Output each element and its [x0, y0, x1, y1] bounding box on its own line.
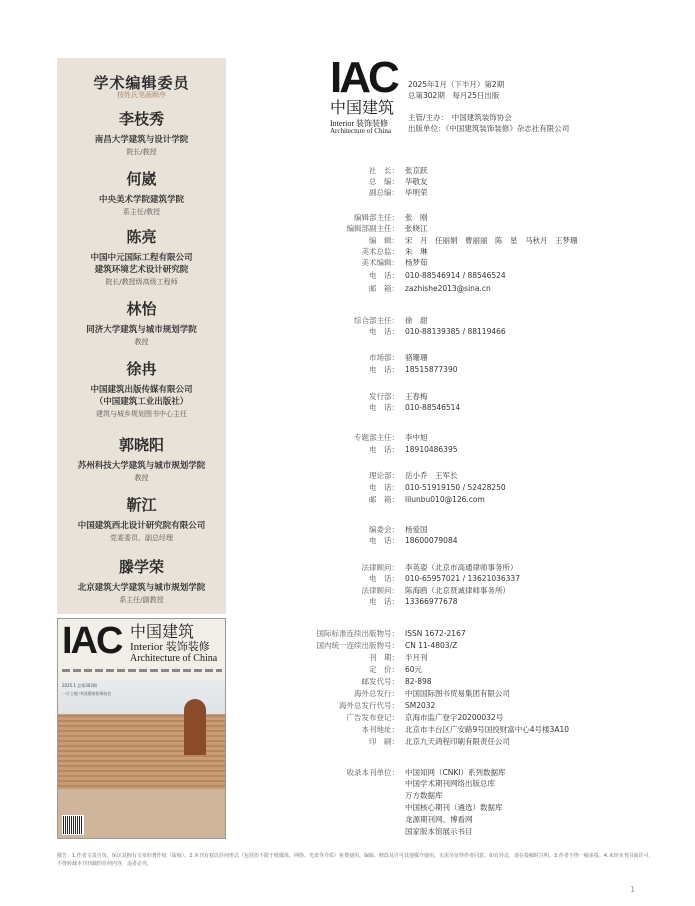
- staff-row: [300, 767, 660, 778]
- member-role: 院长/教授级高级工程师: [105, 278, 178, 286]
- member-role: 系主任/副教授: [119, 596, 164, 604]
- staff-value: 010-88546514: [405, 403, 461, 412]
- staff-label: 邮发代号：: [361, 677, 399, 686]
- staff-label: 电 话：: [369, 327, 399, 336]
- member-org: 南昌大学建筑与设计学院: [94, 135, 189, 145]
- staff-value: 北京市丰台区广安路9号国投财富中心4号楼3A10: [405, 725, 569, 734]
- member-role: 党委委员、副总经理: [110, 534, 173, 542]
- staff-label: 本刊地址：: [361, 725, 399, 734]
- staff-value: 宋 月 任丽娟 曹丽丽 陈 星 马秋月 王梦珊: [405, 236, 578, 245]
- staff-value: 张 刚: [405, 213, 428, 222]
- member-name: 靳江: [126, 496, 157, 514]
- staff-value: zazhishe2013@sina.cn: [405, 284, 491, 293]
- cover-barcode-icon: [62, 815, 84, 835]
- cover-line2: 一片土地 中国建筑装饰协会: [62, 691, 112, 696]
- cover-rust-tower: [184, 699, 206, 755]
- staff-label: 总 编：: [369, 177, 399, 186]
- staff-value: 朱 琳: [405, 247, 428, 256]
- member-org: 中国建筑出版传媒有限公司: [90, 385, 193, 395]
- staff-label: 市场部：: [369, 353, 399, 362]
- staff-value: 010-51919150 / 52428250: [405, 483, 506, 492]
- staff-row: [300, 391, 660, 402]
- board-member: [57, 300, 226, 348]
- masthead-title-cn: 中国建筑: [330, 98, 395, 117]
- staff-row: [300, 688, 660, 699]
- staff-label: 印 刷：: [369, 737, 399, 746]
- staff-label: 编 辑：: [369, 236, 399, 245]
- issue-publisher: 出版单位：《中国建筑装饰装修》杂志社有限公司: [408, 124, 570, 133]
- board-member: [57, 360, 226, 420]
- staff-label: 电 话：: [369, 271, 399, 280]
- staff-label: 美术总监：: [361, 247, 399, 256]
- staff-value: 82-898: [405, 677, 432, 686]
- staff-value: 龙源期刊网、博看网: [405, 815, 473, 824]
- staff-row: [300, 176, 660, 187]
- staff-label: 法律顾问：: [361, 586, 399, 595]
- staff-label: 社 长：: [369, 166, 399, 175]
- member-role: 建筑与城乡规划图书中心主任: [96, 410, 187, 418]
- staff-value: 张晓江: [405, 224, 428, 233]
- staff-value: 王春梅: [405, 392, 428, 401]
- staff-row: [300, 212, 660, 223]
- staff-row: [300, 585, 660, 596]
- staff-label: 海外总发行：: [354, 689, 399, 698]
- cover-title-en2: Architecture of China: [130, 653, 218, 664]
- staff-label: 邮 箱：: [369, 495, 399, 504]
- member-name: 郭晓阳: [118, 436, 164, 454]
- staff-value: 徐 甜: [405, 316, 428, 325]
- staff-row: [300, 640, 660, 651]
- staff-label: 海外总发行代号：: [339, 701, 399, 710]
- member-org: 同济大学建筑与城市规划学院: [86, 325, 197, 335]
- staff-row: [300, 535, 660, 546]
- staff-value: CN 11-4803/Z: [405, 641, 458, 650]
- staff-row: [300, 165, 660, 176]
- staff-value: 杨梦茹: [405, 258, 428, 267]
- footnote: 敬告：1.作者文责自负，保证其拥有文章的著作权（版权）。2.本刊有权以任何形式（包括但不限于纸媒体、网络、光盘等介质）免费使用、编辑、修改及许可其他媒介使用，无需另征得作者同意。如有异议，请在投稿时注明。3.作者不得一稿多投。4.未经本刊书面许可，不得转载本刊刊载的任何内容，违者必究。: [57, 853, 654, 867]
- staff-value: lilunbu010@126.com: [405, 495, 485, 504]
- member-role: 系主任/教授: [122, 208, 161, 216]
- cover-issue-strip: [62, 669, 222, 672]
- member-org: 中央美术学院建筑学院: [98, 195, 184, 205]
- staff-label: 电 话：: [369, 365, 399, 374]
- staff-row: [300, 736, 660, 747]
- issue-sponsor: 主管/主办： 中国建筑装饰协会: [408, 113, 512, 122]
- board-member: [57, 110, 226, 158]
- staff-label: 法律顾问：: [361, 563, 399, 572]
- staff-row: [300, 712, 660, 723]
- staff-value: 中国核心期刊（遴选）数据库: [405, 803, 503, 812]
- staff-row: [300, 315, 660, 326]
- member-name: 滕学荣: [118, 558, 164, 576]
- staff-row: [300, 187, 660, 198]
- staff-value: 岳小乔 王军长: [405, 471, 458, 480]
- member-name: 徐冉: [126, 360, 157, 378]
- staff-value: 60元: [405, 665, 423, 674]
- staff-label: 广告发布登记：: [346, 713, 399, 722]
- staff-value: 13366977678: [405, 597, 458, 606]
- staff-row: [300, 652, 660, 663]
- staff-value: 中国学术期刊网络出版总库: [405, 779, 495, 788]
- staff-value: 中国国际图书贸易集团有限公司: [405, 689, 510, 698]
- member-org: 中国建筑西北设计研究院有限公司: [77, 521, 206, 531]
- cover-masthead: [58, 619, 226, 679]
- staff-label: 收录本刊单位：: [346, 768, 399, 777]
- member-role: 教授: [134, 338, 149, 346]
- staff-label: 国内统一连续出版物号：: [316, 641, 399, 650]
- staff-label: 国际标准连续出版物号：: [316, 629, 399, 638]
- editorial-board-panel: [57, 58, 226, 614]
- staff-label: 邮 箱：: [369, 284, 399, 293]
- staff-row: [300, 270, 660, 281]
- staff-label: 电 话：: [369, 445, 399, 454]
- masthead-title-en2: Architecture of China: [330, 127, 392, 135]
- board-member: [57, 436, 226, 484]
- staff-value: 010-65957021 / 13621036337: [405, 574, 520, 583]
- staff-value: 北京九天鸿程印刷有限责任公司: [405, 737, 510, 746]
- staff-label: 电 话：: [369, 403, 399, 412]
- member-role: 教授: [134, 474, 149, 482]
- staff-row: [300, 326, 660, 337]
- staff-row: [300, 402, 660, 413]
- staff-row: [300, 573, 660, 584]
- staff-value: 18515877390: [405, 365, 458, 374]
- staff-row: [300, 257, 660, 268]
- staff-value: 半月刊: [405, 653, 428, 662]
- staff-value: 国家版本馆展示书目: [405, 827, 473, 836]
- staff-value: 杨爱国: [405, 525, 428, 534]
- member-org: 建筑环境艺术设计研究院: [94, 265, 189, 275]
- board-member: [57, 170, 226, 218]
- staff-label: 电 话：: [369, 536, 399, 545]
- staff-value: 中国知网（CNKI）系列数据库: [405, 768, 506, 777]
- staff-row: [300, 432, 660, 443]
- member-org: （中国建筑工业出版社）: [94, 397, 189, 407]
- staff-row: [300, 778, 660, 789]
- staff-row: [300, 223, 660, 234]
- staff-value: 华敬友: [405, 177, 428, 186]
- masthead-title-en1: Interior 装饰装修: [330, 119, 388, 128]
- member-role: 院长/教授: [126, 148, 157, 156]
- staff-row: [300, 628, 660, 639]
- member-name: 林怡: [126, 300, 157, 318]
- staff-row: [300, 444, 660, 455]
- staff-label: 副总编：: [369, 188, 399, 197]
- staff-label: 美术编辑：: [361, 258, 399, 267]
- staff-label: 电 话：: [369, 597, 399, 606]
- issue-number: 总第302期 每月25日出版: [408, 91, 500, 100]
- masthead-logo: IAC: [330, 53, 397, 102]
- member-name: 陈亮: [126, 228, 157, 246]
- board-title: 学术编辑委员: [93, 74, 190, 92]
- board-member: [57, 558, 226, 606]
- staff-value: 陈海鸥（北京贤诚律师事务所）: [405, 586, 510, 595]
- staff-label: 编辑部主任：: [354, 213, 399, 222]
- member-name: 李枝秀: [118, 110, 164, 128]
- staff-value: 李中旭: [405, 433, 428, 442]
- member-org: 中国中元国际工程有限公司: [90, 253, 193, 263]
- magazine-cover: [57, 618, 226, 839]
- cover-line1: 2025.1 总第302期: [62, 683, 97, 688]
- staff-label: 专题部主任：: [354, 433, 399, 442]
- staff-label: 发行部：: [369, 392, 399, 401]
- staff-row: [300, 352, 660, 363]
- staff-label: 定 价：: [369, 665, 399, 674]
- staff-row: [300, 814, 660, 825]
- staff-value: 李英姿（北京市高通律师事务所）: [405, 563, 518, 572]
- staff-value: 张京跃: [405, 166, 428, 175]
- staff-value: 18910486395: [405, 445, 458, 454]
- cover-title-en1: Interior 装饰装修: [130, 641, 210, 653]
- staff-row: [300, 364, 660, 375]
- staff-row: [300, 283, 660, 294]
- board-member: [57, 496, 226, 544]
- staff-row: [300, 562, 660, 573]
- member-org: 苏州科技大学建筑与城市规划学院: [77, 461, 206, 471]
- staff-label: 编辑部副主任：: [346, 224, 399, 233]
- staff-row: [300, 246, 660, 257]
- staff-row: [300, 494, 660, 505]
- staff-value: SM2032: [405, 701, 436, 710]
- staff-value: 万方数据库: [405, 791, 443, 800]
- page-number: 1: [630, 885, 636, 894]
- staff-row: [300, 724, 660, 735]
- staff-label: 编委会：: [369, 525, 399, 534]
- staff-value: 骆珊珊: [405, 353, 428, 362]
- board-member: [57, 228, 226, 288]
- staff-row: [300, 235, 660, 246]
- staff-value: 毕明荣: [405, 188, 428, 197]
- staff-label: 综合部主任：: [354, 316, 399, 325]
- staff-value: 18600079084: [405, 536, 458, 545]
- cover-logo: IAC: [62, 620, 122, 662]
- cover-title-cn: 中国建筑: [130, 622, 195, 641]
- staff-row: [300, 826, 660, 837]
- staff-row: [300, 482, 660, 493]
- staff-label: 理论部：: [369, 471, 399, 480]
- staff-value: 010-88546914 / 88546524: [405, 271, 506, 280]
- staff-row: [300, 790, 660, 801]
- staff-row: [300, 524, 660, 535]
- staff-row: [300, 700, 660, 711]
- staff-row: [300, 802, 660, 813]
- staff-row: [300, 470, 660, 481]
- member-org: 北京建筑大学建筑与城市规划学院: [77, 583, 206, 593]
- staff-value: ISSN 1672-2167: [405, 629, 466, 638]
- staff-label: 电 话：: [369, 574, 399, 583]
- staff-value: 010-88139385 / 88119466: [405, 327, 506, 336]
- staff-row: [300, 596, 660, 607]
- staff-value: 京海市监广登字20200032号: [405, 713, 504, 722]
- member-name: 何崴: [126, 170, 157, 188]
- staff-label: 电 话：: [369, 483, 399, 492]
- staff-label: 刊 期：: [369, 653, 399, 662]
- staff-row: [300, 676, 660, 687]
- issue-date: 2025年1月（下半月）第2期: [408, 80, 505, 89]
- staff-row: [300, 664, 660, 675]
- board-subtitle: 按姓氏笔画顺序: [117, 91, 166, 99]
